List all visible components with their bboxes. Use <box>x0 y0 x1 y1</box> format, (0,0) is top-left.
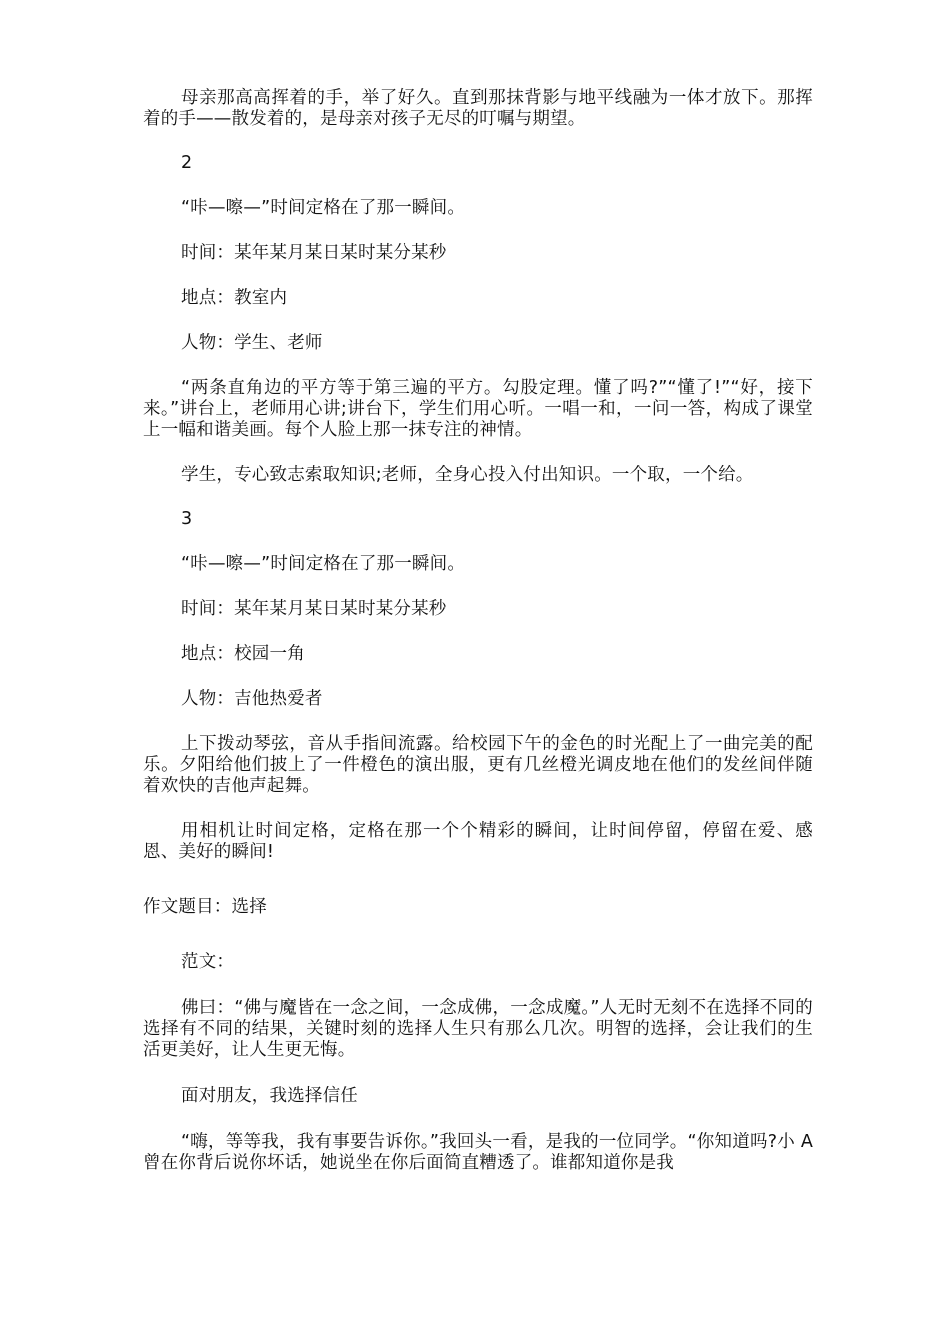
paragraph-classmate: “嗨，等等我，我有事要告诉你。”我回头一看，是我的一位同学。“你知道吗?小 A 曾在你背后说你坏话，她说坐在你后面简直糟透了。谁都知道你是我 <box>143 1132 813 1173</box>
sample-essay-label: 范文： <box>181 952 235 972</box>
paragraph-time-2: 时间：某年某月某日某时某分某秒 <box>181 599 447 619</box>
paragraph-place-1: 地点：教室内 <box>181 288 288 308</box>
paragraph-people-1: 人物：学生、老师 <box>181 333 323 353</box>
paragraph-time-1: 时间：某年某月某日某时某分某秒 <box>181 243 447 263</box>
paragraph-guitar: 上下拨动琴弦，音从手指间流露。给校园下午的金色的时光配上了一曲完美的配乐。夕阳给他们披上了一件橙色的演出服，更有几丝橙光调皮地在他们的发丝间伴随着欢快的吉他声起舞。 <box>143 734 813 796</box>
paragraph-shutter-1: “咔—嚓—”时间定格在了那一瞬间。 <box>181 198 466 218</box>
paragraph-shutter-2: “咔—嚓—”时间定格在了那一瞬间。 <box>181 554 466 574</box>
paragraph-people-2: 人物：吉他热爱者 <box>181 689 323 709</box>
paragraph-students-teachers: 学生，专心致志索取知识;老师，全身心投入付出知识。一个取，一个给。 <box>181 465 754 485</box>
essay-title: 作文题目：选择 <box>143 897 267 917</box>
paragraph-trust-heading: 面对朋友，我选择信任 <box>181 1086 358 1106</box>
paragraph-camera: 用相机让时间定格，定格在那一个个精彩的瞬间，让时间停留，停留在爱、感恩、美好的瞬间! <box>143 821 813 862</box>
document-page <box>143 88 813 1174</box>
section-number-2: 2 <box>181 153 193 173</box>
paragraph-place-2: 地点：校园一角 <box>181 644 305 664</box>
paragraph-mother: 母亲那高高挥着的手，举了好久。直到那抹背影与地平线融为一体才放下。那挥着的手——散发着的，是母亲对孩子无尽的叮嘱与期望。 <box>143 88 813 129</box>
section-number-3: 3 <box>181 509 193 529</box>
paragraph-buddha: 佛曰：“佛与魔皆在一念之间，一念成佛，一念成魔。”人无时无刻不在选择不同的选择有不同的结果，关键时刻的选择人生只有那么几次。明智的选择，会让我们的生活更美好，让人生更无悔。 <box>143 998 813 1060</box>
paragraph-classroom: “两条直角边的平方等于第三遍的平方。勾股定理。懂了吗?”“懂了!”“好，接下来。”讲台上，老师用心讲;讲台下，学生们用心听。一唱一和，一问一答，构成了课堂上一幅和谐美画。每个人脸上那一抹专注的神情。 <box>143 378 813 440</box>
